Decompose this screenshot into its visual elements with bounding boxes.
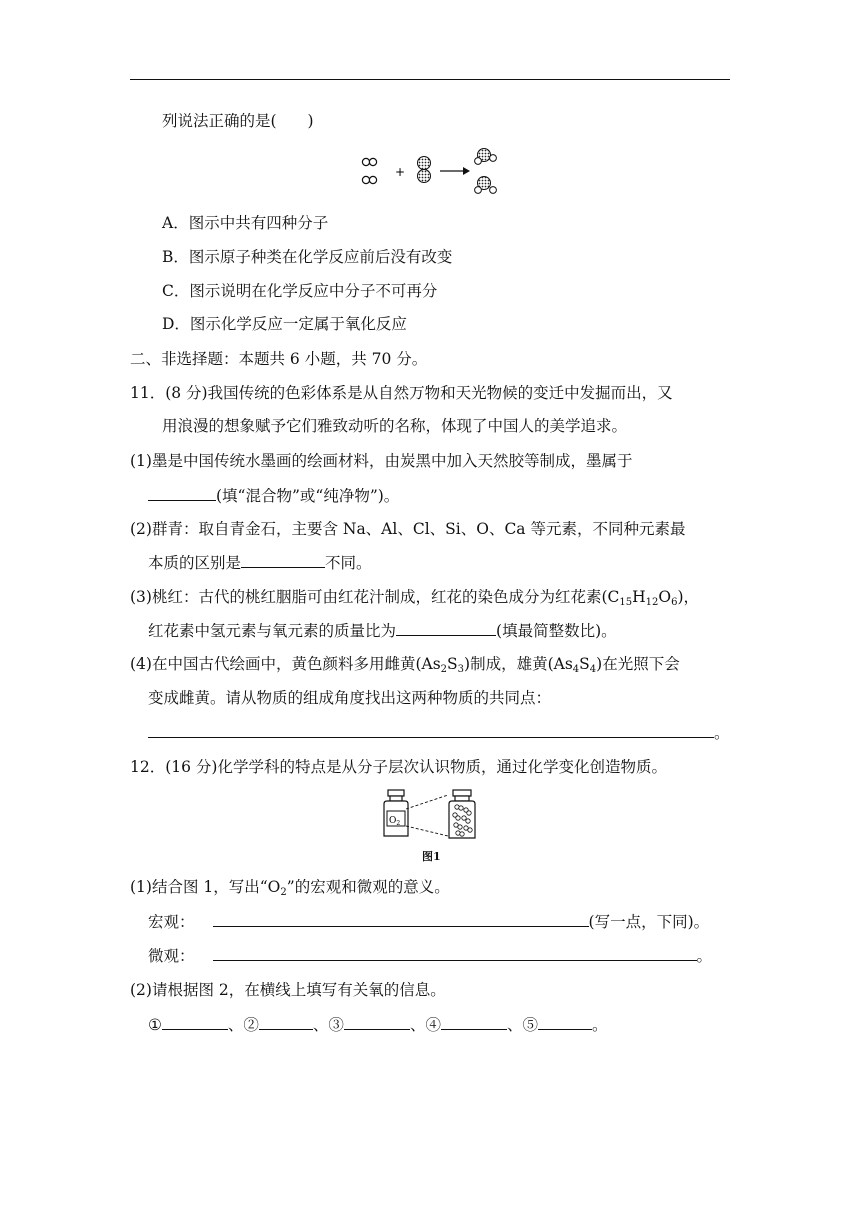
answer-blank[interactable] <box>538 1013 592 1030</box>
q10-option-b: B．图示原子种类在化学反应前后没有改变 <box>162 248 453 266</box>
q11-part4-answer-line <box>148 721 730 744</box>
formula-subscript: 4 <box>589 664 597 675</box>
answer-blank[interactable] <box>441 1013 507 1030</box>
bottle-label: $O_2$ <box>389 816 401 827</box>
q11-part2-head: 本质的区别是 <box>148 554 242 572</box>
q12-part1-text: (1)结合图 1，写出“O <box>130 878 281 896</box>
formula-subscript: 6 <box>671 597 678 608</box>
q11-part4-text: )制成，雄黄(As <box>464 655 573 673</box>
blank-marker: 、④ <box>409 1016 441 1034</box>
q10-option-a: A．图示中共有四种分子 <box>162 214 329 232</box>
micro-label: 微观： <box>148 947 195 965</box>
reagent-bottle-icon <box>384 790 408 836</box>
q11-part3-tail: )， <box>677 588 700 606</box>
formula-subscript: 3 <box>457 664 465 675</box>
q11-part3-head: (3)桃红：古代的桃红胭脂可由红花汁制成，红花的染色成分为红花素(C <box>130 588 620 606</box>
q12-part2-blanks <box>148 1013 607 1036</box>
macro-tail: (写一点，下同)。 <box>588 913 710 931</box>
product-molecules <box>475 149 497 194</box>
answer-blank[interactable] <box>213 944 697 961</box>
figure-1-caption: 图1 <box>422 850 441 863</box>
answer-blank[interactable] <box>344 1013 410 1030</box>
blank-marker: 、② <box>227 1016 259 1034</box>
q11-part4-text: )在光照下会 <box>596 655 680 673</box>
formula-subscript: 2 <box>440 664 448 675</box>
q10-stem-tail: 列说法正确的是( ) <box>162 112 314 130</box>
formula-subscript: 4 <box>572 664 580 675</box>
header-rule <box>130 79 730 80</box>
answer-blank[interactable] <box>213 910 589 927</box>
section-heading: 二、非选择题：本题共 6 小题，共 70 分。 <box>130 350 428 368</box>
micro-tail: 。 <box>696 947 713 965</box>
figure-1-bottles <box>378 788 488 846</box>
q12-macro-line <box>148 910 709 933</box>
answer-blank[interactable] <box>241 551 325 568</box>
q11-stem-line1: 11．(8 分)我国传统的色彩体系是从自然万物和天光物候的变迁中发掘而出，又 <box>130 384 673 402</box>
answer-blank[interactable] <box>148 484 216 501</box>
q11-part3-line2-tail: (填最简整数比)。 <box>496 622 617 640</box>
q11-part2-tail: 不同。 <box>325 554 372 572</box>
q10-option-d: D．图示化学反应一定属于氧化反应 <box>162 315 407 333</box>
blank-marker: ① <box>148 1016 162 1034</box>
formula-element: H <box>632 588 646 606</box>
q11-part1-tail: (填“混合物”或“纯净物”)。 <box>216 487 400 505</box>
blank-marker: 、⑤ <box>506 1016 538 1034</box>
q11-part1-line1: (1)墨是中国传统水墨画的绘画材料，由炭黑中加入天然胶等制成，墨属于 <box>130 452 633 470</box>
blank-marker: 。 <box>591 1016 608 1034</box>
answer-blank[interactable] <box>396 619 496 636</box>
q11-part2-line1: (2)群青：取自青金石，主要含 Na、Al、Cl、Si、O、Ca 等元素，不同种元素最 <box>130 520 686 538</box>
q11-part3-line2-head: 红花素中氢元素与氧元素的质量比为 <box>148 622 397 640</box>
formula-element: S <box>579 655 590 673</box>
q12-part1-text: ”的宏观和微观的意义。 <box>286 878 450 896</box>
period: 。 <box>714 724 730 742</box>
reactant-molecule-b <box>418 157 431 183</box>
q11-stem-line2: 用浪漫的想象赋予它们雅致动听的名称，体现了中国人的美学追求。 <box>162 417 628 435</box>
q12-stem: 12．(16 分)化学学科的特点是从分子层次认识物质，通过化学变化创造物质。 <box>130 758 667 776</box>
answer-blank[interactable] <box>148 721 714 738</box>
q11-part4-line1 <box>130 653 680 675</box>
q12-part2: (2)请根据图 2，在横线上填写有关氧的信息。 <box>130 981 446 999</box>
plus-sign: + <box>395 165 406 179</box>
zoom-lines <box>406 795 448 836</box>
blank-marker: 、③ <box>312 1016 344 1034</box>
q11-part2-line2 <box>148 551 372 574</box>
formula-element: O <box>658 588 672 606</box>
answer-blank[interactable] <box>162 1013 228 1030</box>
formula-subscript: 12 <box>645 597 659 608</box>
q11-part4-text: (4)在中国古代绘画中，黄色颜料多用雌黄(As <box>130 655 441 673</box>
formula-subscript: 2 <box>280 887 287 898</box>
reaction-arrow <box>440 167 470 175</box>
q10-option-c: C．图示说明在化学反应中分子不可再分 <box>162 282 438 300</box>
q11-part4-line2: 变成雌黄。请从物质的组成角度找出这两种物质的共同点： <box>148 689 552 707</box>
q12-micro-line <box>148 944 712 967</box>
q12-part1 <box>130 876 450 898</box>
reaction-diagram <box>355 146 505 198</box>
q11-part3-line1 <box>130 586 699 608</box>
formula-subscript: 15 <box>619 597 633 608</box>
q11-part1-line2 <box>148 484 399 507</box>
macro-label: 宏观： <box>148 913 195 931</box>
answer-blank[interactable] <box>259 1013 313 1030</box>
formula-element: S <box>447 655 458 673</box>
q11-part3-line2 <box>148 619 617 642</box>
reactant-molecule-a <box>362 158 376 183</box>
